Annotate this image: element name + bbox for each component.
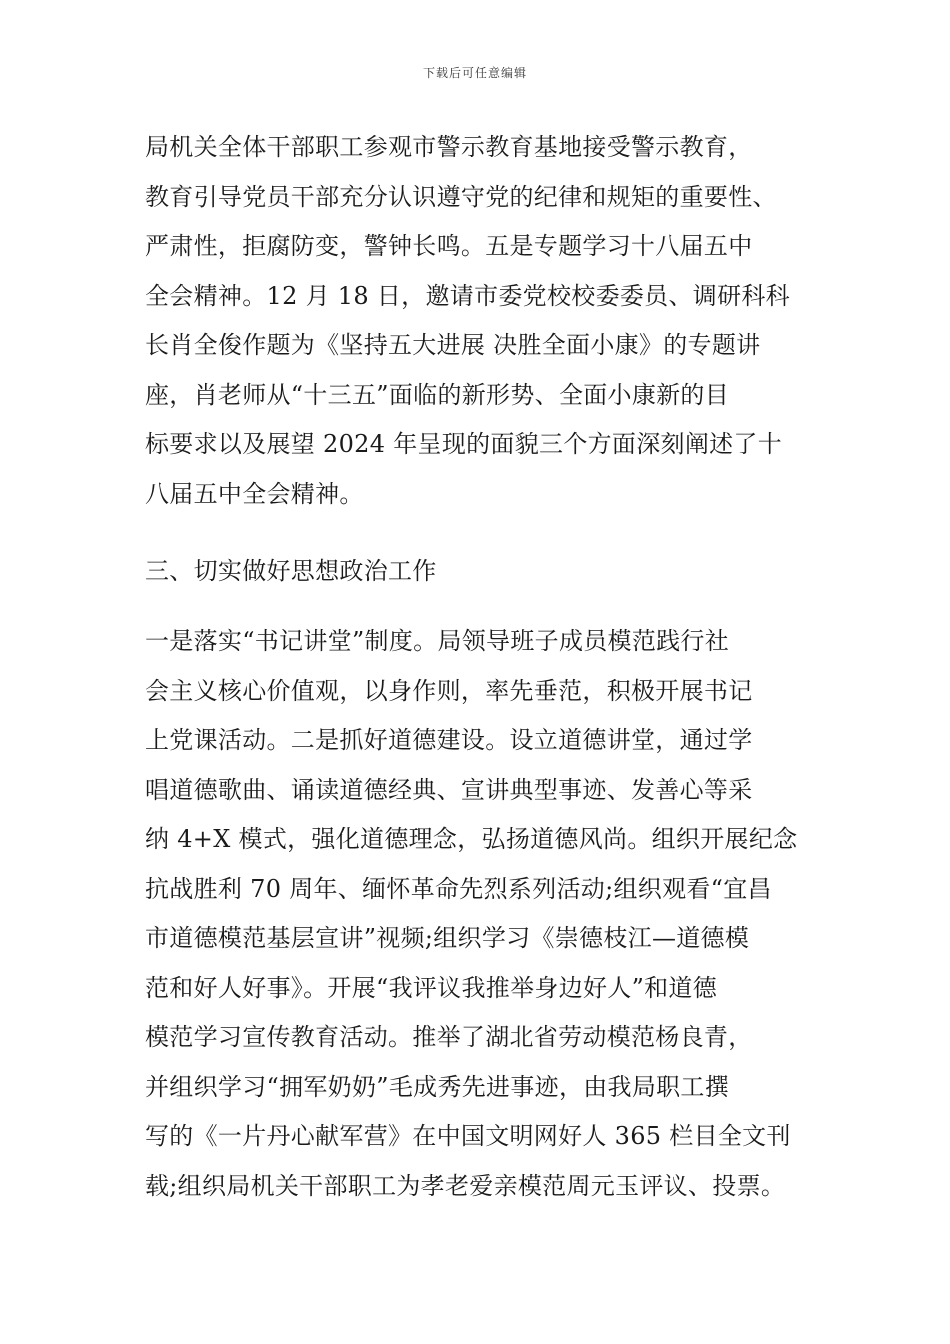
- paragraph-line: 模范学习宣传教育活动。推举了湖北省劳动模范杨良青，: [145, 1023, 753, 1051]
- paragraph-line: 教育引导党员干部充分认识遵守党的纪律和规矩的重要性、: [145, 182, 777, 211]
- paragraph-line: 一是落实“书记讲堂”制度。局领导班子成员模范践行社: [145, 627, 730, 655]
- page-header: 下载后可任意编辑: [422, 66, 527, 80]
- paragraph-line: 八届五中全会精神。: [145, 479, 364, 508]
- paragraph-line: 长肖全俊作题为《坚持五大进展 决胜全面小康》的专题讲: [145, 331, 761, 359]
- paragraph-line: 纳 4+X 模式，强化道德理念，弘扬道德风尚。组织开展纪念: [145, 825, 798, 853]
- paragraph-line: 并组织学习“拥军奶奶”毛成秀先进事迹，由我局职工撰: [145, 1072, 730, 1101]
- paragraph-line: 座，肖老师从“十三五”面临的新形势、全面小康新的目: [145, 380, 730, 409]
- section-heading: 三、切实做好思想政治工作: [145, 557, 437, 585]
- paragraph-line: 局机关全体干部职工参观市警示教育基地接受警示教育，: [145, 133, 753, 161]
- paragraph-line: 抗战胜利 70 周年、缅怀革命先烈系列活动;组织观看“宜昌: [145, 874, 772, 903]
- paragraph-1: [145, 123, 835, 519]
- paragraph-line: 标要求以及展望 2024 年呈现的面貌三个方面深刻阐述了十: [145, 430, 783, 458]
- paragraph-line: 会主义核心价值观，以身作则，率先垂范，积极开展书记: [145, 676, 753, 705]
- paragraph-line: 严肃性，拒腐防变，警钟长鸣。五是专题学习十八届五中: [145, 232, 753, 260]
- paragraph-line: 写的《一片丹心献军营》在中国文明网好人 365 栏目全文刊: [145, 1122, 791, 1150]
- paragraph-line: 范和好人好事》。开展“我评议我推举身边好人”和道德: [145, 973, 718, 1002]
- paragraph-2: [145, 617, 835, 1211]
- paragraph-line: 市道德模范基层宣讲”视频;组织学习《崇德枝江—道德模: [145, 924, 750, 952]
- paragraph-line: 上党课活动。二是抓好道德建设。设立道德讲堂，通过学: [145, 726, 753, 754]
- paragraph-line: 唱道德歌曲、诵读道德经典、宣讲典型事迹、发善心等采: [145, 775, 753, 804]
- paragraph-line: 载;组织局机关干部职工为孝老爱亲模范周元玉评议、投票。: [145, 1171, 786, 1200]
- paragraph-line: 全会精神。12 月 18 日，邀请市委党校校委委员、调研科科: [145, 281, 790, 310]
